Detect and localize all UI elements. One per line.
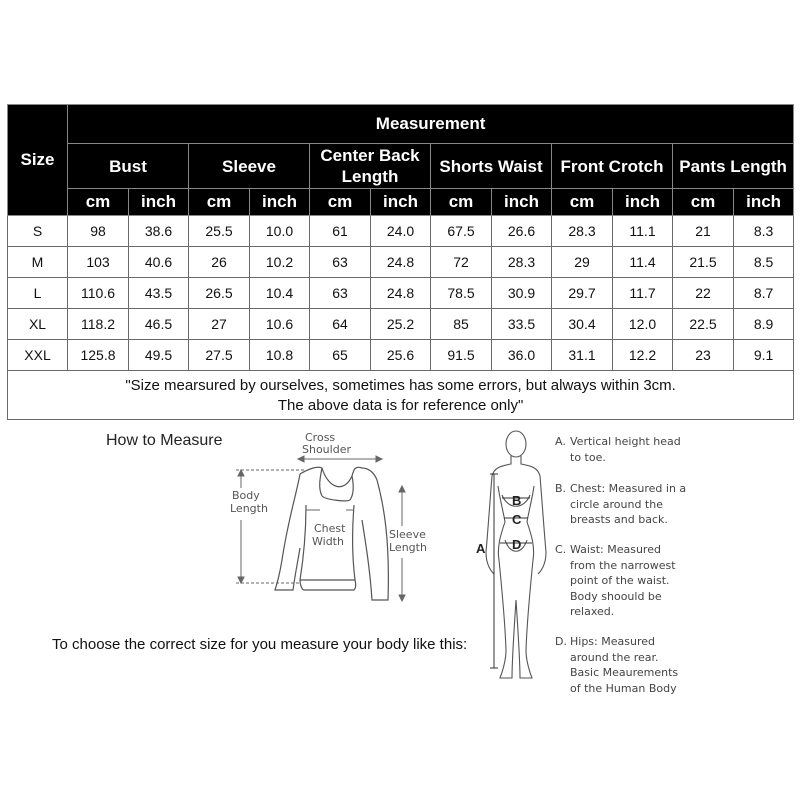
legend-b-line: Chest: Measured in a: [570, 482, 687, 495]
table-cell: 118.2: [68, 309, 129, 340]
unit-cm: cm: [552, 189, 613, 216]
sleeve-length-label-2: Length: [389, 541, 427, 554]
size-cell: XL: [8, 309, 68, 340]
figure-letter-b: B: [512, 493, 522, 508]
legend-b: [555, 481, 795, 528]
table-cell: 10.4: [250, 278, 310, 309]
table-cell: 61: [310, 216, 371, 247]
table-cell: 46.5: [129, 309, 189, 340]
table-cell: 78.5: [431, 278, 492, 309]
legend-a-line: Vertical height head: [570, 435, 681, 448]
measure-instruction: To choose the correct size for you measure your body like this:: [52, 636, 468, 653]
legend-c-line: Waist: Measured: [570, 543, 661, 556]
table-cell: 9.1: [734, 340, 794, 371]
body-illustration: [486, 431, 546, 678]
table-cell: 22.5: [673, 309, 734, 340]
chest-width-label-2: Width: [312, 535, 344, 548]
table-cell: 38.6: [129, 216, 189, 247]
shorts-waist-header: Shorts Waist: [431, 144, 552, 189]
legend-c-letter: C.: [555, 543, 567, 556]
table-cell: 63: [310, 278, 371, 309]
table-cell: 33.5: [492, 309, 552, 340]
body-length-label-1: Body: [232, 489, 260, 502]
unit-cm: cm: [431, 189, 492, 216]
cross-shoulder-label-2: Shoulder: [302, 443, 351, 456]
legend-b-letter: B.: [555, 482, 567, 495]
unit-inch: inch: [371, 189, 431, 216]
unit-inch: inch: [734, 189, 794, 216]
table-cell: 23: [673, 340, 734, 371]
unit-inch: inch: [250, 189, 310, 216]
table-cell: 125.8: [68, 340, 129, 371]
unit-cm: cm: [189, 189, 250, 216]
body-measure-lines: [490, 474, 532, 668]
table-cell: 29.7: [552, 278, 613, 309]
size-column-header: Size: [8, 105, 68, 216]
note-line-1: "Size mearsured by ourselves, sometimes has some errors, but always within 3cm.: [125, 377, 676, 394]
legend-c-line: point of the waist.: [570, 574, 670, 587]
legend-d-line: Hips: Measured: [570, 635, 655, 648]
size-cell: L: [8, 278, 68, 309]
measurement-header: Measurement: [68, 105, 794, 144]
table-cell: 27.5: [189, 340, 250, 371]
bust-header: Bust: [68, 144, 189, 189]
table-cell: 26.5: [189, 278, 250, 309]
legend-d-line: Basic Meaurements: [570, 666, 679, 679]
legend-a: [555, 434, 795, 465]
table-cell: 21: [673, 216, 734, 247]
legend-a-letter: A.: [555, 435, 566, 448]
legend-c: [555, 542, 795, 620]
unit-inch: inch: [129, 189, 189, 216]
legend-d-line: around the rear.: [570, 650, 659, 664]
table-cell: 10.0: [250, 216, 310, 247]
table-cell: 11.1: [613, 216, 673, 247]
unit-inch: inch: [613, 189, 673, 216]
table-cell: 63: [310, 247, 371, 278]
table-cell: 12.0: [613, 309, 673, 340]
figure-letter-d: D: [512, 537, 522, 552]
unit-cm: cm: [310, 189, 371, 216]
table-cell: 25.2: [371, 309, 431, 340]
table-cell: 11.4: [613, 247, 673, 278]
chest-width-label-1: Chest: [314, 522, 346, 535]
legend-d: [555, 634, 795, 696]
table-cell: 36.0: [492, 340, 552, 371]
table-cell: 98: [68, 216, 129, 247]
table-cell: 103: [68, 247, 129, 278]
table-cell: 25.5: [189, 216, 250, 247]
center-back-line1: Center Back: [320, 146, 420, 165]
unit-cm: cm: [68, 189, 129, 216]
table-cell: 12.2: [613, 340, 673, 371]
table-cell: 28.3: [552, 216, 613, 247]
table-cell: 10.8: [250, 340, 310, 371]
table-cell: 8.3: [734, 216, 794, 247]
table-cell: 85: [431, 309, 492, 340]
legend-c-line: from the narrowest: [570, 558, 676, 572]
table-cell: 10.2: [250, 247, 310, 278]
front-crotch-header: Front Crotch: [552, 144, 673, 189]
table-cell: 28.3: [492, 247, 552, 278]
table-cell: 91.5: [431, 340, 492, 371]
size-cell: S: [8, 216, 68, 247]
table-cell: 8.7: [734, 278, 794, 309]
table-cell: 49.5: [129, 340, 189, 371]
table-cell: 22: [673, 278, 734, 309]
table-cell: 24.8: [371, 247, 431, 278]
legend-d-line: of the Human Body: [570, 681, 677, 695]
legend-c-line: relaxed.: [570, 605, 615, 618]
table-cell: 67.5: [431, 216, 492, 247]
unit-inch: inch: [492, 189, 552, 216]
table-cell: 43.5: [129, 278, 189, 309]
table-cell: 25.6: [371, 340, 431, 371]
table-cell: 27: [189, 309, 250, 340]
table-cell: 64: [310, 309, 371, 340]
figure-letter-c: C: [512, 512, 522, 527]
table-cell: 8.9: [734, 309, 794, 340]
table-cell: 29: [552, 247, 613, 278]
table-cell: 8.5: [734, 247, 794, 278]
center-back-line2: Length: [341, 167, 399, 186]
table-cell: 24.8: [371, 278, 431, 309]
table-cell: 11.7: [613, 278, 673, 309]
how-to-measure-title: How to Measure: [106, 432, 223, 449]
table-cell: 21.5: [673, 247, 734, 278]
legend-a-line: to toe.: [570, 450, 606, 464]
table-cell: 31.1: [552, 340, 613, 371]
figure-letter-a: A: [476, 541, 486, 556]
table-cell: 72: [431, 247, 492, 278]
table-cell: 26: [189, 247, 250, 278]
legend-b-line: breasts and back.: [570, 513, 668, 526]
table-cell: 10.6: [250, 309, 310, 340]
table-cell: 65: [310, 340, 371, 371]
table-cell: 40.6: [129, 247, 189, 278]
size-cell: M: [8, 247, 68, 278]
table-cell: 110.6: [68, 278, 129, 309]
legend-b-line: circle around the: [570, 497, 663, 511]
table-cell: 30.9: [492, 278, 552, 309]
pants-length-header: Pants Length: [673, 144, 794, 189]
sleeve-length-label-1: Sleeve: [389, 528, 426, 541]
table-cell: 24.0: [371, 216, 431, 247]
legend-d-letter: D.: [555, 635, 567, 648]
table-cell: 26.6: [492, 216, 552, 247]
sleeve-header: Sleeve: [189, 144, 310, 189]
unit-cm: cm: [673, 189, 734, 216]
cross-shoulder-label-1: Cross: [305, 431, 336, 444]
table-cell: 30.4: [552, 309, 613, 340]
body-length-label-2: Length: [230, 502, 268, 515]
note-line-2: The above data is for reference only": [277, 397, 524, 414]
size-cell: XXL: [8, 340, 68, 371]
legend-c-line: Body shoould be: [570, 589, 662, 603]
